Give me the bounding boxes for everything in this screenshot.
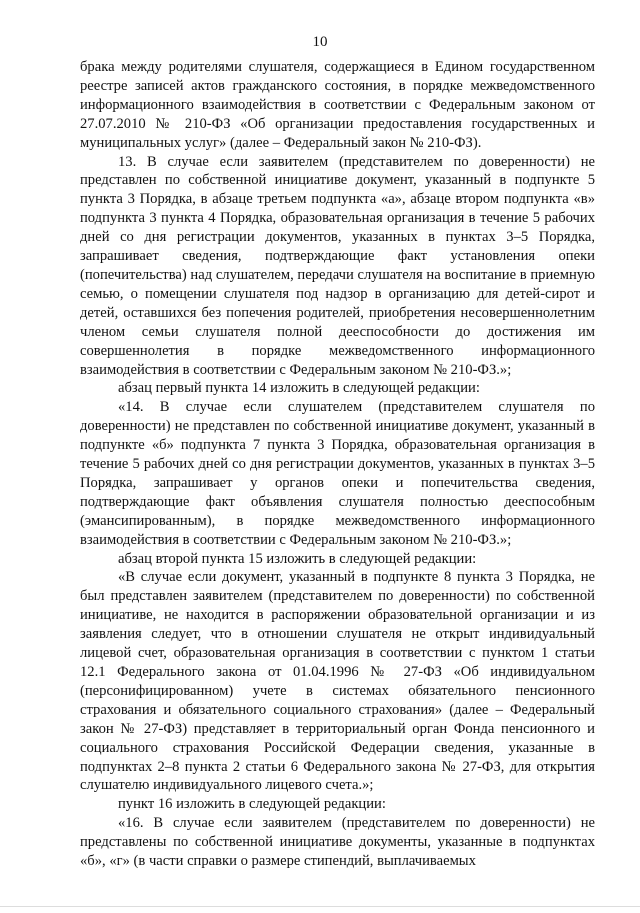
document-body — [80, 58, 595, 871]
paragraph-continuation: брака между родителями слушателя, содержащиеся в Едином государственном реестре записей актов гражданского состояния, в порядке межведомственного информационного взаимодействия в соответствии с Федеральным законом от 27.07.2010 № 210-ФЗ «Об организации предоставления государственных и муниципальных услуг» (далее – Федеральный закон № 210-ФЗ). — [80, 59, 595, 151]
paragraph-item-15: «В случае если документ, указанный в подпункте 8 пункта 3 Порядка, не был представлен заявителем (представителем по доверенности) по собственной инициативе, не находится в распоряжении образовательной организации и из заявления следует, что в отношении слушателя не открыт индивидуальный лицевой счет, образовательная организация в соответствии с пунктом 1 статьи 12.1 Федерального закона от 01.04.1996 № 27-ФЗ «Об индивидуальном (персонифицированном) учете в системах обязательного пенсионного страхования и обязательного социального страхования» (далее – Федеральный закон № 27-ФЗ) представляет в территориальный орган Фонда пенсионного и социального страхования Российской Федерации сведения, указанные в подпунктах 2–8 пункта 2 статьи 6 Федерального закона № 27-ФЗ, для открытия слушателю индивидуального лицевого счета.»; — [80, 569, 595, 794]
paragraph-amendment-16-intro: пункт 16 изложить в следующей редакции: — [118, 796, 386, 813]
page-number: 10 — [312, 34, 328, 50]
paragraph-amendment-15-intro: абзац второй пункта 15 изложить в следующей редакции: — [118, 550, 477, 567]
paragraph-item-16: «16. В случае если заявителем (представителем по доверенности) не представлены по собственной инициативе документы, указанные в подпунктах «б», «г» (в части справки о размере стипендий, выплачиваемых — [80, 815, 595, 870]
scan-edge-divider — [0, 906, 640, 907]
paragraph-amendment-14-intro: абзац первый пункта 14 изложить в следующей редакции: — [118, 380, 480, 397]
paragraph-item-14: «14. В случае если слушателем (представителем слушателя по доверенности) не представлен по собственной инициативе документ, указанный в подпункте «б» подпункта 7 пункта 3 Порядка, образовательная организация в течение 5 рабочих дней со дня регистрации документов, указанных в пунктах 3–5 Порядка, запрашивает у органов опеки и попечительства сведения, подтверждающие факт объявления слушателя полностью дееспособным (эмансипированным), в порядке межведомственного информационного взаимодействия в соответствии с Федеральным законом № 210-ФЗ.»; — [80, 399, 595, 548]
paragraph-item-13: 13. В случае если заявителем (представителем по доверенности) не представлен по собственной инициативе документ, указанный в подпункте 5 пункта 3 Порядка, в абзаце третьем подпункта «а», абзаце втором подпункта «в» подпункта 3 пункта 4 Порядка, образовательная организация в течение 5 рабочих дней со дня регистрации документов, указанных в пунктах 3–5 Порядка, запрашивает сведения, подтверждающие факт установления опеки (попечительства) над слушателем, передачи слушателя на воспитание в приемную семью, о помещении слушателя под надзор в организацию для детей-сирот и детей, оставшихся без попечения родителей, приобретения несовершеннолетним членом семьи слушателя полной дееспособности до достижения им совершеннолетия в порядке межведомственного информационного взаимодействия в соответствии с Федеральным законом № 210-ФЗ.»; — [80, 153, 595, 378]
